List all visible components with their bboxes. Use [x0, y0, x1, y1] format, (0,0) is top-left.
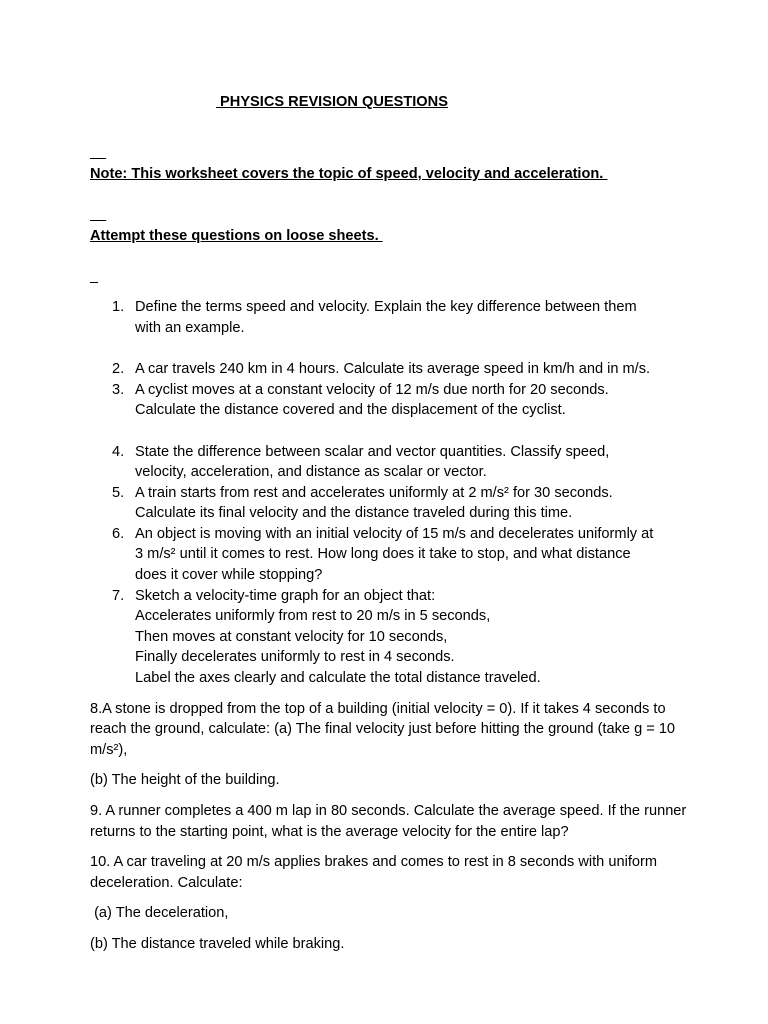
question-item-7 [90, 586, 690, 689]
question-number: 6. [112, 525, 125, 542]
question-text: A train starts from rest and accelerates uniformly at 2 m/s² for 30 seconds. [135, 484, 613, 501]
question-item-3 [90, 380, 690, 421]
question-text: Calculate its final velocity and the distance traveled during this time. [135, 505, 573, 522]
question-10b-paragraph: (b) The distance traveled while braking. [90, 935, 345, 952]
question-8-paragraph: 8.A stone is dropped from the top of a building (initial velocity = 0). If it takes 4 seconds to reach the ground, calculate: (a) The final velocity just before hitting the ground (take g = 10 m/s²), [90, 700, 680, 758]
question-text: Label the axes clearly and calculate the total distance traveled. [135, 670, 541, 687]
question-text: does it cover while stopping? [135, 567, 323, 584]
question-text: with an example. [135, 319, 245, 336]
question-text: State the difference between scalar and vector quantities. Classify speed, [135, 443, 610, 460]
question-item-6 [90, 524, 690, 586]
note-line: Note: This worksheet covers the topic of speed, velocity and acceleration. [90, 165, 608, 182]
question-list [90, 297, 690, 688]
question-item-1 [90, 297, 690, 338]
question-text: A car travels 240 km in 4 hours. Calculate its average speed in km/h and in m/s. [135, 361, 651, 378]
page-title: PHYSICS REVISION QUESTIONS [216, 94, 448, 110]
question-9-paragraph: 9. A runner completes a 400 m lap in 80 seconds. Calculate the average speed. If the runner returns to the starting point, what is the average velocity for the entire lap? [90, 803, 691, 840]
question-number: 1. [112, 299, 125, 316]
question-number: 2. [112, 361, 125, 378]
question-number: 3. [112, 381, 125, 398]
question-text: 3 m/s² until it comes to rest. How long does it take to stop, and what distance [135, 546, 631, 563]
question-text: Define the terms speed and velocity. Explain the key difference between them [135, 299, 637, 316]
question-number: 7. [112, 587, 125, 604]
question-10a-paragraph: (a) The deceleration, [90, 905, 229, 922]
question-text: Then moves at constant velocity for 10 seconds, [135, 628, 448, 645]
question-item-4 [90, 442, 690, 483]
question-text: Calculate the distance covered and the displacement of the cyclist. [135, 402, 566, 419]
question-item-2 [90, 359, 690, 380]
question-text: Finally decelerates uniformly to rest in 4 seconds. [135, 649, 455, 666]
question-text: Accelerates uniformly from rest to 20 m/s in 5 seconds, [135, 608, 491, 625]
question-text: velocity, acceleration, and distance as scalar or vector. [135, 464, 487, 481]
question-8b-paragraph: (b) The height of the building. [90, 772, 280, 789]
question-text: An object is moving with an initial velocity of 15 m/s and decelerates uniformly at [135, 525, 654, 542]
question-item-5 [90, 483, 690, 524]
worksheet-page [90, 92, 690, 955]
note-line: Attempt these questions on loose sheets. [90, 227, 383, 244]
worksheet-note [90, 123, 690, 288]
question-10-paragraph: 10. A car traveling at 20 m/s applies brakes and comes to rest in 8 seconds with uniform deceleration. Calculate: [90, 854, 662, 891]
question-text: Sketch a velocity-time graph for an object that: [135, 587, 436, 604]
question-text: A cyclist moves at a constant velocity of 12 m/s due north for 20 seconds. [135, 381, 609, 398]
question-number: 4. [112, 443, 125, 460]
question-number: 5. [112, 484, 125, 501]
